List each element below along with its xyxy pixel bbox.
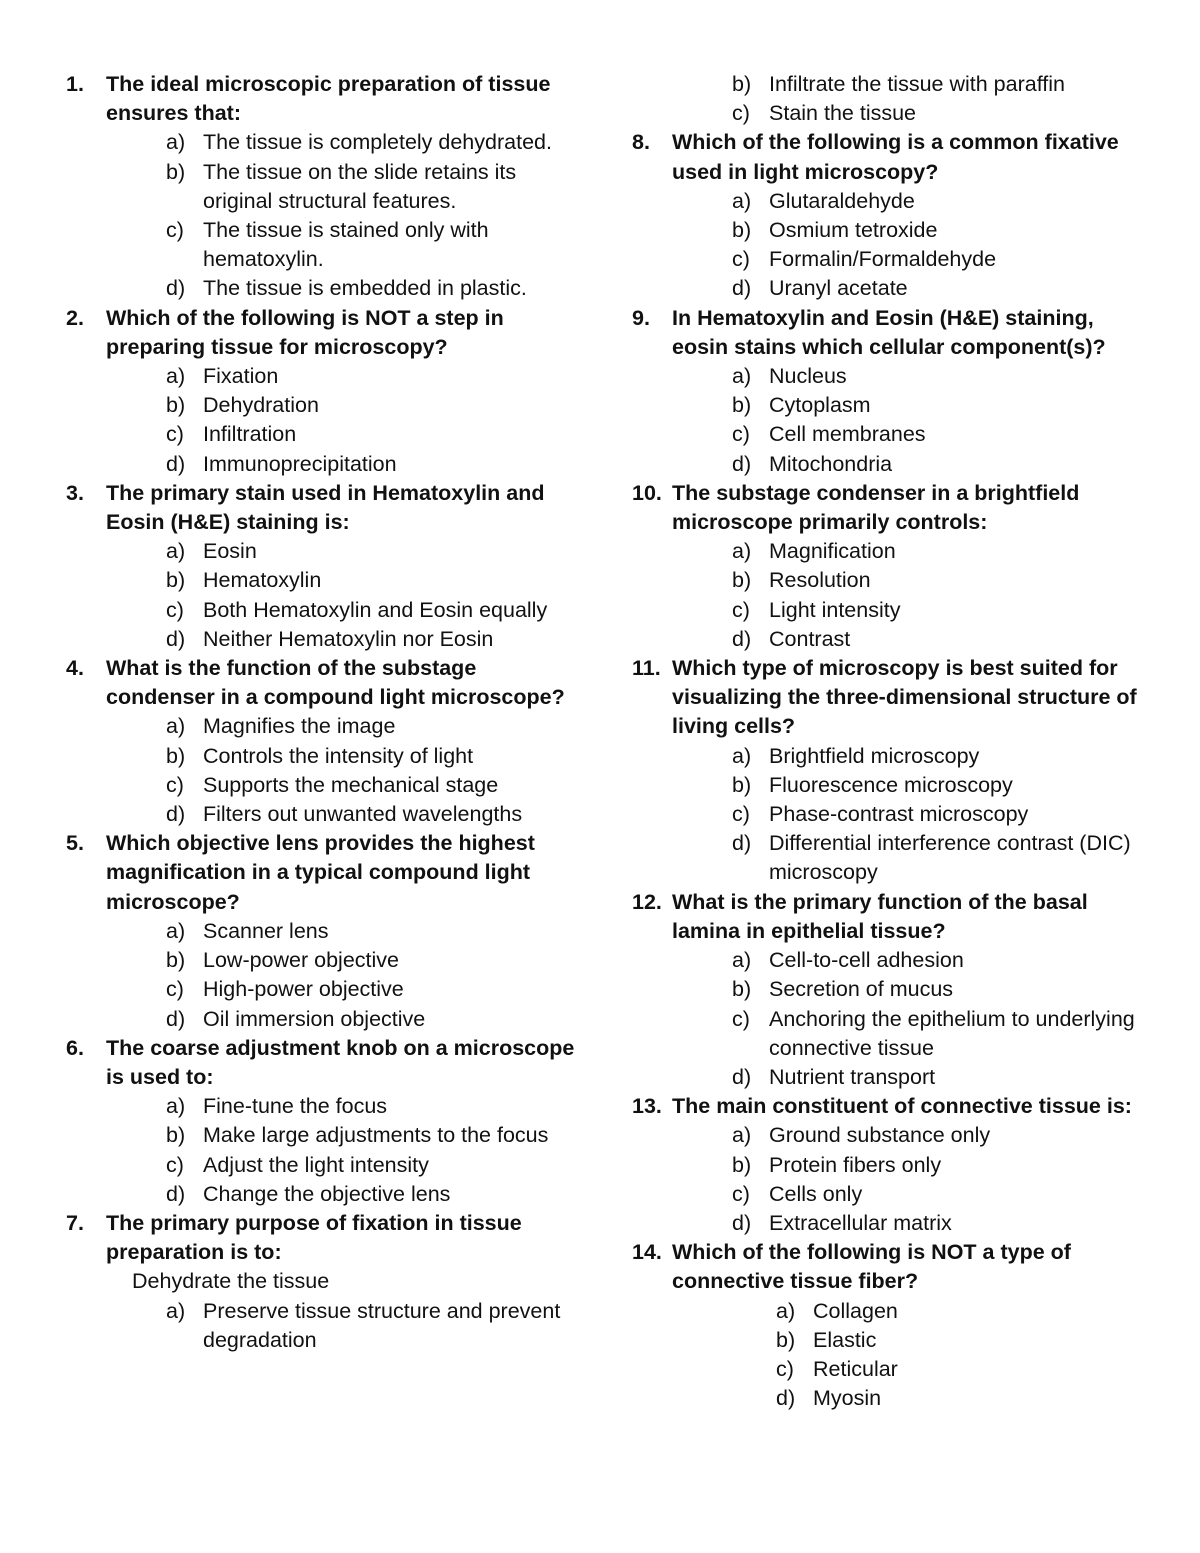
question-number: 7. — [66, 1210, 84, 1235]
answer-option — [632, 216, 1152, 245]
question-text — [66, 1209, 586, 1267]
question-number: 6. — [66, 1035, 84, 1060]
question-12 — [632, 888, 1152, 1092]
option-text: Neither Hematoxylin nor Eosin — [203, 626, 494, 651]
answer-option — [632, 450, 1152, 479]
answer-option — [632, 1209, 1152, 1238]
option-letter: a) — [732, 948, 752, 973]
answer-option — [66, 742, 586, 771]
option-text: The tissue on the slide retains its original structural features. — [203, 159, 517, 213]
option-text: Dehydration — [203, 393, 319, 418]
answer-option — [66, 596, 586, 625]
answer-option — [66, 216, 586, 274]
option-letter: a) — [732, 188, 752, 213]
option-text: Mitochondria — [769, 451, 893, 476]
option-text: Protein fibers only — [769, 1152, 942, 1177]
question-stem: What is the primary function of the basal lamina in epithelial tissue? — [672, 889, 1088, 943]
answer-option — [632, 391, 1152, 420]
option-text: Fixation — [203, 364, 279, 389]
options-list — [632, 1297, 1152, 1414]
question-text — [66, 479, 586, 537]
options-list — [66, 712, 586, 829]
question-text — [66, 70, 586, 128]
answer-option — [632, 1151, 1152, 1180]
answer-option — [632, 420, 1152, 449]
answer-option — [66, 420, 586, 449]
option-text: Preserve tissue structure and prevent degradation — [203, 1298, 561, 1352]
option-letter: c) — [732, 101, 750, 126]
answer-option — [632, 70, 1152, 99]
option-text: Cytoplasm — [769, 393, 871, 418]
answer-option — [632, 1297, 1152, 1326]
question-14 — [632, 1238, 1152, 1413]
option-text: Cell membranes — [769, 422, 926, 447]
question-11 — [632, 654, 1152, 888]
question-number: 11. — [632, 656, 661, 681]
answer-option — [632, 1005, 1152, 1063]
answer-option — [66, 158, 586, 216]
option-text: Supports the mechanical stage — [203, 772, 499, 797]
option-text: The tissue is completely dehydrated. — [203, 130, 552, 155]
question-text — [66, 1034, 586, 1092]
answer-option — [632, 742, 1152, 771]
option-text: Collagen — [813, 1298, 898, 1323]
options-list — [632, 187, 1152, 304]
question-2 — [66, 304, 586, 479]
option-letter: c) — [732, 247, 750, 272]
question-number: 1. — [66, 72, 84, 96]
option-letter: b) — [732, 218, 752, 243]
option-letter: d) — [732, 276, 752, 301]
option-text: High-power objective — [203, 977, 404, 1002]
option-letter: b) — [732, 977, 752, 1002]
question-stem: Which objective lens provides the highest magnification in a typical compound light microscope? — [106, 831, 535, 914]
option-text: Secretion of mucus — [769, 977, 954, 1002]
question-number: 2. — [66, 305, 84, 330]
option-letter: a) — [166, 714, 186, 739]
option-text: Scanner lens — [203, 918, 329, 943]
question-10 — [632, 479, 1152, 654]
option-text: Cell-to-cell adhesion — [769, 948, 964, 973]
answer-option — [66, 1092, 586, 1121]
option-text: Reticular — [813, 1356, 898, 1381]
answer-option — [632, 1063, 1152, 1092]
answer-option — [632, 800, 1152, 829]
question-text — [66, 829, 586, 917]
question-stem: The substage condenser in a brightfield microscope primarily controls: — [672, 480, 1080, 535]
option-text: Myosin — [813, 1386, 882, 1411]
answer-option — [632, 187, 1152, 216]
answer-option — [632, 1355, 1152, 1384]
answer-option — [66, 362, 586, 391]
option-letter: b) — [732, 1152, 752, 1177]
answer-option — [632, 946, 1152, 975]
question-stem: The ideal microscopic preparation of tissue ensures that: — [106, 72, 551, 126]
option-text: Uranyl acetate — [769, 276, 908, 301]
option-letter: d) — [166, 276, 186, 301]
question-9 — [632, 304, 1152, 479]
question-stem: Which of the following is NOT a step in preparing tissue for microscopy? — [106, 305, 504, 359]
question-stem: What is the function of the substage condenser in a compound light microscope? — [106, 656, 565, 710]
question-3 — [66, 479, 586, 654]
answer-option — [66, 450, 586, 479]
answer-option — [632, 537, 1152, 566]
option-letter: c) — [166, 772, 184, 797]
option-text: Osmium tetroxide — [769, 218, 938, 243]
answer-option — [66, 566, 586, 595]
question-8 — [632, 128, 1152, 303]
answer-option — [632, 829, 1152, 887]
question-number: 5. — [66, 831, 84, 856]
options-list — [632, 742, 1152, 888]
question-text — [632, 304, 1152, 362]
answer-option — [66, 712, 586, 741]
option-letter: a) — [732, 1123, 752, 1148]
option-letter: b) — [166, 568, 186, 593]
option-text: Oil immersion objective — [203, 1006, 426, 1031]
option-letter: a) — [166, 539, 186, 564]
option-letter: b) — [166, 948, 186, 973]
option-text: Eosin — [203, 539, 257, 564]
option-text: Anchoring the epithelium to underlying connective tissue — [769, 1006, 1135, 1060]
answer-option — [632, 274, 1152, 303]
answer-option — [66, 771, 586, 800]
option-text: Low-power objective — [203, 948, 399, 973]
options-list — [632, 362, 1152, 479]
option-text: The tissue is stained only with hematoxylin. — [203, 218, 489, 272]
answer-option — [66, 274, 586, 303]
options-list — [632, 1121, 1152, 1238]
option-text: Filters out unwanted wavelengths — [203, 802, 523, 827]
option-letter: a) — [776, 1298, 796, 1323]
option-text: Both Hematoxylin and Eosin equally — [203, 597, 548, 622]
option-letter: b) — [166, 1123, 186, 1148]
options-list — [66, 537, 586, 654]
option-letter: d) — [732, 451, 752, 476]
answer-option — [632, 362, 1152, 391]
option-text: Elastic — [813, 1327, 877, 1352]
stray-answer-line: Dehydrate the tissue — [132, 1269, 330, 1294]
question-5 — [66, 829, 586, 1033]
option-text: Change the objective lens — [203, 1181, 451, 1206]
question-text — [632, 479, 1152, 537]
options-list — [66, 1297, 586, 1355]
answer-option — [66, 975, 586, 1004]
option-text: Ground substance only — [769, 1123, 991, 1148]
option-letter: a) — [732, 364, 752, 389]
option-letter: c) — [732, 802, 750, 827]
option-text: Immunoprecipitation — [203, 451, 397, 476]
answer-option — [632, 1180, 1152, 1209]
option-text: Resolution — [769, 568, 871, 593]
question-1 — [66, 70, 586, 304]
option-letter: c) — [166, 597, 184, 622]
answer-option — [66, 128, 586, 157]
answer-option — [632, 99, 1152, 128]
question-text — [632, 654, 1152, 742]
question-text — [632, 888, 1152, 946]
option-text: Contrast — [769, 626, 851, 651]
option-text: Controls the intensity of light — [203, 743, 474, 768]
answer-option — [632, 1326, 1152, 1355]
question-number: 9. — [632, 305, 650, 330]
answer-option — [66, 1005, 586, 1034]
answer-option — [66, 1297, 586, 1355]
option-letter: d) — [166, 626, 186, 651]
question-4 — [66, 654, 586, 829]
option-letter: c) — [732, 422, 750, 447]
option-letter: a) — [732, 539, 752, 564]
answer-option — [66, 625, 586, 654]
answer-option — [66, 537, 586, 566]
option-letter: c) — [166, 218, 184, 243]
option-text: Light intensity — [769, 597, 901, 622]
option-text: Adjust the light intensity — [203, 1152, 429, 1177]
option-letter: c) — [166, 977, 184, 1002]
answer-option — [632, 771, 1152, 800]
option-letter: d) — [166, 802, 186, 827]
option-text: Infiltrate the tissue with paraffin — [769, 72, 1065, 96]
option-text: Magnification — [769, 539, 896, 564]
question-text — [66, 654, 586, 712]
question-7 — [66, 1209, 586, 1355]
option-letter: a) — [166, 918, 186, 943]
question-number: 10. — [632, 480, 662, 505]
option-letter: d) — [166, 451, 186, 476]
option-text: Stain the tissue — [769, 101, 917, 126]
answer-option — [66, 946, 586, 975]
question-number: 12. — [632, 889, 662, 914]
option-letter: a) — [166, 364, 186, 389]
option-letter: c) — [732, 597, 750, 622]
question-text — [632, 1238, 1152, 1296]
question-7-continued-options — [632, 70, 1152, 128]
question-number: 4. — [66, 656, 84, 681]
option-letter: d) — [732, 1064, 752, 1089]
question-number: 14. — [632, 1240, 662, 1265]
option-text: The tissue is embedded in plastic. — [203, 276, 527, 301]
answer-option — [66, 1151, 586, 1180]
answer-option — [632, 596, 1152, 625]
option-letter: c) — [732, 1181, 750, 1206]
option-text: Cells only — [769, 1181, 863, 1206]
option-text: Make large adjustments to the focus — [203, 1123, 549, 1148]
option-text: Extracellular matrix — [769, 1210, 952, 1235]
question-stem: The primary stain used in Hematoxylin and Eosin (H&E) staining is: — [106, 480, 545, 535]
answer-option — [632, 625, 1152, 654]
question-text — [632, 1092, 1152, 1121]
option-letter: a) — [166, 130, 186, 155]
option-letter: b) — [732, 72, 752, 96]
question-text — [66, 304, 586, 362]
option-text: Nucleus — [769, 364, 847, 389]
options-list — [632, 537, 1152, 654]
option-text: Brightfield microscopy — [769, 743, 980, 768]
options-list — [66, 1092, 586, 1209]
option-text: Hematoxylin — [203, 568, 322, 593]
option-letter: a) — [166, 1298, 186, 1323]
option-letter: d) — [166, 1006, 186, 1031]
option-letter: a) — [166, 1094, 186, 1119]
option-letter: c) — [166, 1152, 184, 1177]
question-stem: The coarse adjustment knob on a microscope is used to: — [106, 1035, 575, 1089]
option-letter: d) — [776, 1386, 796, 1411]
option-letter: d) — [732, 1210, 752, 1235]
answer-option — [66, 1180, 586, 1209]
answer-option — [66, 1121, 586, 1150]
option-text: Fluorescence microscopy — [769, 772, 1013, 797]
option-text: Infiltration — [203, 422, 297, 447]
options-list — [632, 946, 1152, 1092]
question-number: 8. — [632, 130, 650, 155]
option-letter: d) — [732, 626, 752, 651]
option-letter: a) — [732, 743, 752, 768]
options-list — [66, 917, 586, 1034]
question-text — [632, 128, 1152, 186]
answer-option — [632, 245, 1152, 274]
question-6 — [66, 1034, 586, 1209]
options-list — [66, 128, 586, 303]
option-text: Formalin/Formaldehyde — [769, 247, 997, 272]
option-letter: b) — [732, 393, 752, 418]
option-text: Nutrient transport — [769, 1064, 936, 1089]
answer-option — [632, 1121, 1152, 1150]
option-text: Glutaraldehyde — [769, 188, 915, 213]
option-letter: d) — [166, 1181, 186, 1206]
question-stem: In Hematoxylin and Eosin (H&E) staining, eosin stains which cellular component(s)? — [672, 305, 1106, 359]
question-number: 3. — [66, 480, 84, 505]
answer-option — [66, 917, 586, 946]
options-list — [66, 362, 586, 479]
question-stem: The primary purpose of fixation in tissue preparation is to: — [106, 1210, 522, 1265]
option-letter: b) — [776, 1327, 796, 1352]
question-stem: The main constituent of connective tissue is: — [672, 1094, 1132, 1119]
option-text: Magnifies the image — [203, 714, 396, 739]
left-column — [66, 70, 586, 1355]
option-letter: b) — [166, 393, 186, 418]
option-text: Phase-contrast microscopy — [769, 802, 1029, 827]
option-letter: b) — [732, 568, 752, 593]
option-letter: c) — [776, 1356, 794, 1381]
option-letter: b) — [732, 772, 752, 797]
option-letter: d) — [732, 831, 752, 856]
question-stem: Which of the following is a common fixative used in light microscopy? — [672, 130, 1119, 184]
answer-option — [632, 566, 1152, 595]
option-letter: c) — [732, 1006, 750, 1031]
option-text: Fine-tune the focus — [203, 1094, 388, 1119]
option-letter: b) — [166, 159, 186, 184]
right-column — [632, 70, 1152, 1413]
option-letter: c) — [166, 422, 184, 447]
question-stem: Which of the following is NOT a type of connective tissue fiber? — [672, 1240, 1071, 1294]
option-letter: b) — [166, 743, 186, 768]
answer-option — [632, 975, 1152, 1004]
question-number: 13. — [632, 1094, 662, 1119]
answer-option — [632, 1384, 1152, 1413]
answer-option — [66, 391, 586, 420]
question-13 — [632, 1092, 1152, 1238]
question-stem: Which type of microscopy is best suited for visualizing the three-dimensional structure of living cells? — [672, 656, 1137, 739]
option-text: Differential interference contrast (DIC) microscopy — [769, 831, 1131, 885]
answer-option — [66, 800, 586, 829]
